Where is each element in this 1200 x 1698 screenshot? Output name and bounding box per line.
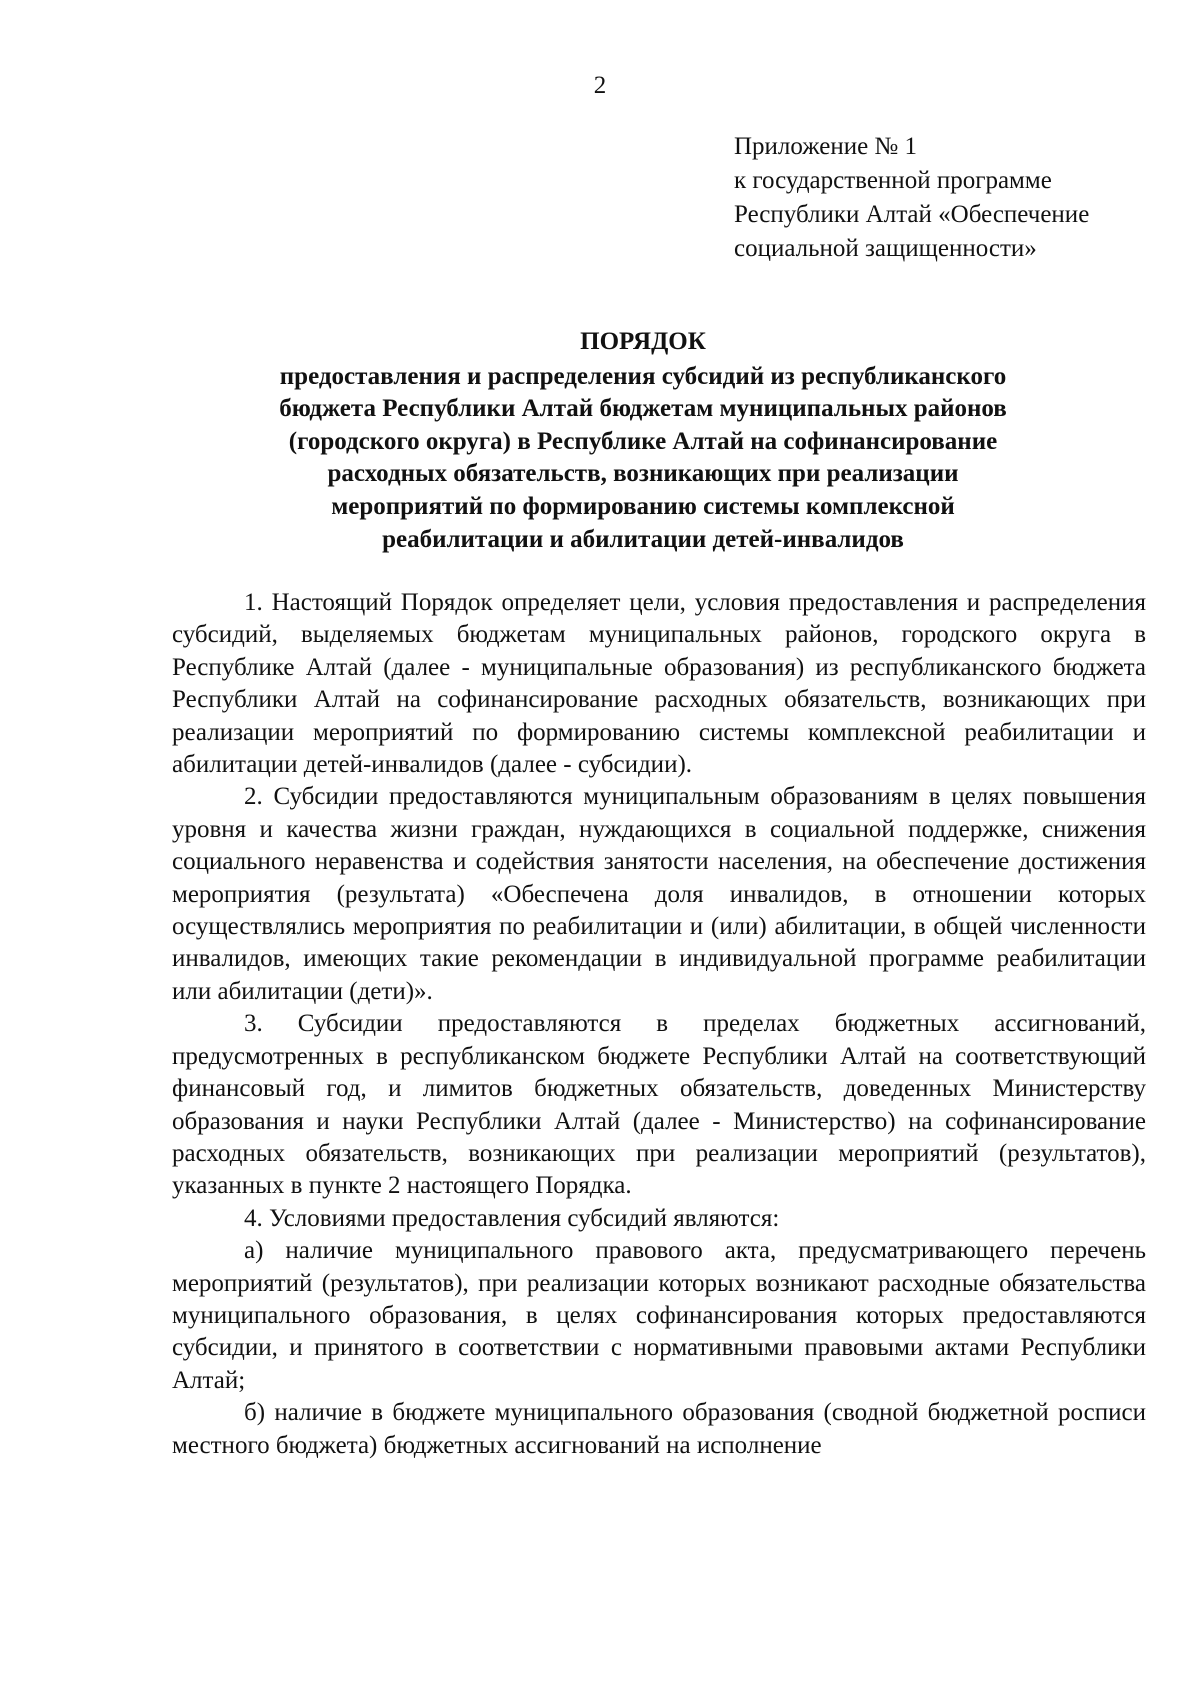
appendix-line: к государственной программе <box>734 167 1052 194</box>
heading-line: предоставления и распределения субсидий из республиканского <box>279 362 1007 390</box>
appendix-line: Приложение № 1 <box>734 133 918 160</box>
paragraph-2: 2. Субсидии предоставляются муниципальным образованиям в целях повышения уровня и качества жизни граждан, нуждающихся в социальной поддержке, снижения социального неравенства и содействия занятости населения, на обеспечение достижения мероприятия (результата) «Обеспечена доля инвалидов, в отношении которых осуществлялись мероприятия по реабилитации и (или) абилитации, в общей численности инвалидов, имеющих такие рекомендации в индивидуальной программе реабилитации или абилитации (дети)». <box>172 783 1146 1005</box>
heading-line: реабилитации и абилитации детей-инвалидов <box>382 525 904 553</box>
document-body <box>172 587 1146 1462</box>
paragraph-1: 1. Настоящий Порядок определяет цели, условия предоставления и распределения субсидий, выделяемых бюджетам муниципальных районов, городского округа в Республике Алтай (далее - муниципальные образования) из республиканского бюджета Республики Алтай на софинансирование расходных обязательств, возникающих при реализации мероприятий по формированию системы комплексной реабилитации и абилитации детей-инвалидов (далее - субсидии). <box>172 589 1146 779</box>
paragraph-3: 3. Субсидии предоставляются в пределах бюджетных ассигнований, предусмотренных в республиканском бюджете Республики Алтай на соответствующий финансовый год, и лимитов бюджетных обязательств, доведенных Министерству образования и науки Республики Алтай (далее - Министерство) на софинансирование расходных обязательств, возникающих при реализации мероприятий (результатов), указанных в пункте 2 настоящего Порядка. <box>172 1010 1146 1200</box>
paragraph-4a: а) наличие муниципального правового акта, предусматривающего перечень мероприятий (результатов), при реализации которых возникают расходные обязательства муниципального образования, в целях софинансирования которых предоставляются субсидии, и принятого в соответствии с нормативными правовыми актами Республики Алтай; <box>172 1237 1146 1394</box>
heading-line: бюджета Республики Алтай бюджетам муниципальных районов <box>279 395 1007 423</box>
appendix-note <box>734 130 1154 266</box>
page-number: 2 <box>593 72 607 99</box>
document-heading <box>170 326 1116 556</box>
heading-line: (городского округа) в Республике Алтай на софинансирование <box>288 427 998 455</box>
paragraph-4b: б) наличие в бюджете муниципального образования (сводной бюджетной росписи местного бюджета) бюджетных ассигнований на исполнение <box>172 1399 1146 1459</box>
appendix-line: Республики Алтай «Обеспечение <box>734 201 1090 228</box>
heading-line: расходных обязательств, возникающих при реализации <box>327 460 959 488</box>
appendix-line: социальной защищенности» <box>734 235 1037 262</box>
heading-line: мероприятий по формированию системы комплексной <box>331 492 955 520</box>
paragraph-4: 4. Условиями предоставления субсидий являются: <box>244 1204 780 1232</box>
document-title: ПОРЯДОК <box>580 328 706 355</box>
